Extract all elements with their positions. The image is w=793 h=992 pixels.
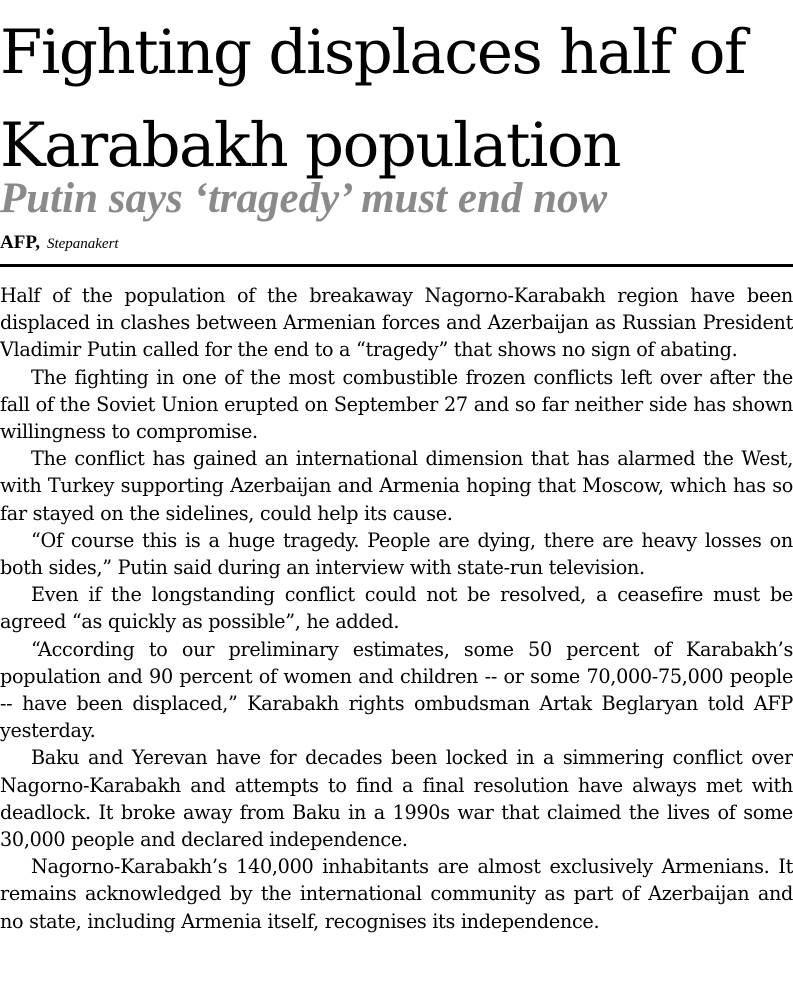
byline bbox=[0, 231, 119, 256]
paragraph: Baku and Yerevan have for decades been locked in a simmering conflict over Nagorno-Karabakh and attempts to find a final resolution have always met with deadlock. It broke away from Baku in a 1990s war that claimed the lives of some 30,000 people and declared independence. bbox=[0, 746, 793, 852]
paragraph: The fighting in one of the most combustible frozen conflicts left over after the fall of the Soviet Union erupted on September 27 and so far neither side has shown willingness to compromise. bbox=[0, 365, 793, 444]
paragraph: Nagorno-Karabakh’s 140,000 inhabitants are almost exclusively Armenians. It remains acknowledged by the international community as part of Azerbaijan and no state, including Armenia itself, recognises its independence. bbox=[0, 855, 793, 933]
article-body bbox=[0, 282, 793, 935]
subheadline: Putin says ‘tragedy’ must end now bbox=[0, 175, 608, 222]
byline-location: Stepanakert bbox=[46, 236, 119, 252]
headline-line-1: Fighting displaces half of bbox=[0, 17, 746, 88]
header-divider bbox=[0, 264, 793, 267]
headline bbox=[0, 6, 793, 192]
paragraph: Even if the longstanding conflict could not be resolved, a ceasefire must be agreed “as quickly as possible”, he added. bbox=[0, 583, 793, 634]
paragraph: The conflict has gained an international dimension that has alarmed the West, with Turkey supporting Azerbaijan and Armenia hoping that Moscow, which has so far stayed on the sidelines, could help its cause. bbox=[0, 447, 793, 525]
byline-agency: AFP, bbox=[0, 232, 40, 253]
paragraph: “According to our preliminary estimates, some 50 percent of Karabakh’s population and 90 percent of women and children -- or some 70,000-75,000 people -- have been displaced,” Karabakh rights ombudsman Artak Beglaryan told AFP yesterday. bbox=[0, 637, 793, 743]
paragraph: Half of the population of the breakaway Nagorno-Karabakh region have been displaced in clashes between Armenian forces and Azerbaijan as Russian President Vladimir Putin called for the end to a “tragedy” that shows no sign of abating. bbox=[0, 284, 793, 362]
headline-line-2: Karabakh population bbox=[0, 110, 621, 181]
paragraph: “Of course this is a huge tragedy. People are dying, there are heavy losses on both sides,” Putin said during an interview with state-run television. bbox=[0, 528, 793, 580]
